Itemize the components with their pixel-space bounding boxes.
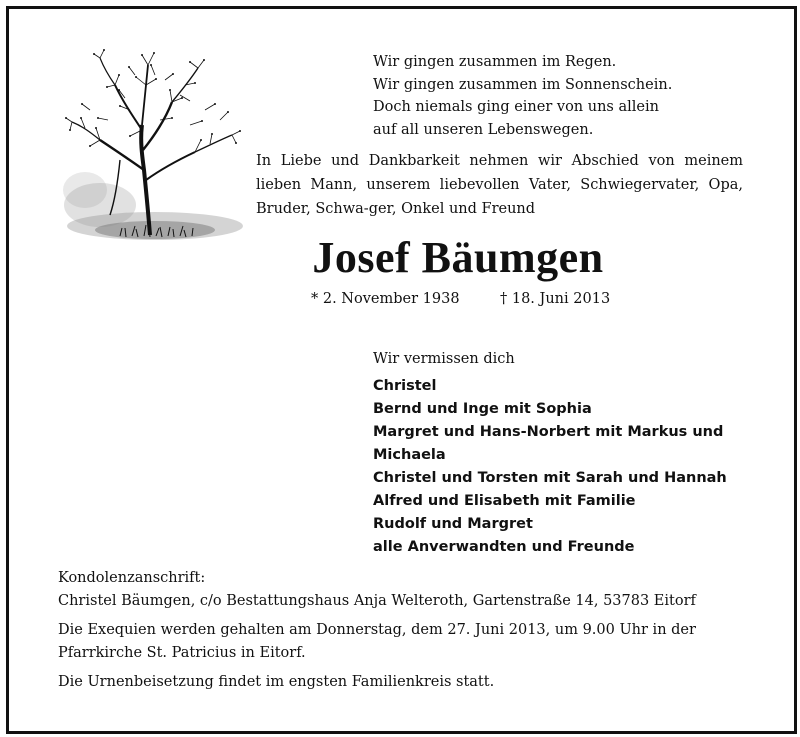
mourner-line: Rudolf und Margret: [373, 516, 533, 532]
mourner-line: Michaela: [373, 447, 446, 463]
mourner-line: Christel und Torsten mit Sarah und Hannah: [373, 470, 727, 486]
miss-heading: Wir vermissen dich: [373, 351, 515, 367]
condolence-address: Christel Bäumgen, c/o Bestattungshaus Anja Welteroth, Gartenstraße 14, 53783 Eitorf: [58, 593, 696, 609]
mourner-line: Alfred und Elisabeth mit Familie: [373, 493, 636, 509]
urn-text: Die Urnenbeisetzung findet im engsten Familienkreis statt.: [58, 674, 495, 690]
poem-line: Wir gingen zusammen im Sonnenschein.: [373, 76, 673, 93]
condolence-label: Kondolenzanschrift:: [58, 570, 206, 586]
poem-line: Wir gingen zusammen im Regen.: [373, 54, 617, 70]
poem: [373, 51, 672, 141]
mourner-line: alle Anverwandten und Freunde: [373, 539, 635, 555]
footer-info: [58, 567, 748, 694]
mourner-line: Christel: [373, 378, 437, 394]
birth-date: * 2. November 1938: [311, 291, 460, 307]
intro-text: In Liebe und Dankbarkeit nehmen wir Abschied von meinem lieben Mann, unserem liebevollen Vater, Schwiegervater, Opa, Bruder, Schwa-ger, Onkel und Freund: [256, 153, 743, 217]
tree-icon: [60, 40, 245, 250]
mourners-list: [373, 375, 733, 559]
mourner-line: Bernd und Inge mit Sophia: [373, 401, 592, 417]
deceased-name: Josef Bäumgen: [312, 233, 604, 282]
mourner-line: Margret und Hans-Norbert mit Markus und: [373, 424, 724, 440]
poem-line: Doch niemals ging einer von uns allein: [373, 99, 659, 115]
death-date: † 18. Juni 2013: [500, 291, 611, 307]
poem-line: auf all unseren Lebenswegen.: [373, 121, 594, 138]
exequien-text: Die Exequien werden gehalten am Donnerstag, dem 27. Juni 2013, um 9.00 Uhr in der Pfarrkirche St. Patricius in Eitorf.: [58, 622, 696, 661]
